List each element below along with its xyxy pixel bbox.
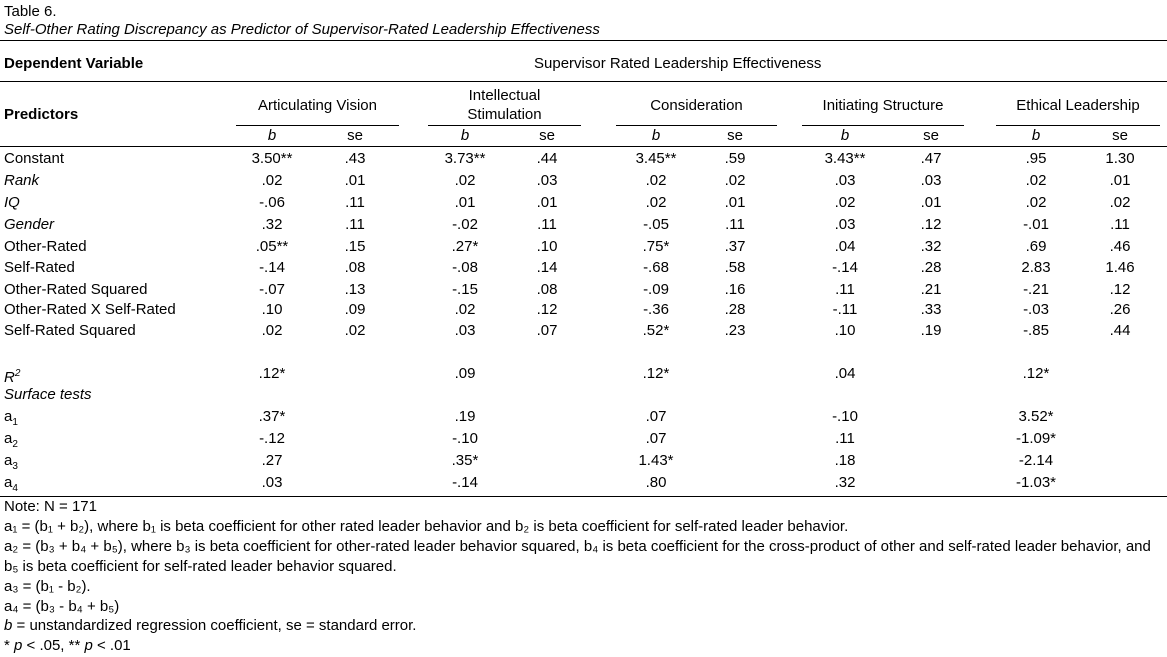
table-cell: .12 [536, 301, 558, 318]
table-cell: .37 [724, 238, 746, 255]
r2-value: .12* [1022, 365, 1050, 382]
group-header-line1: Intellectual [468, 87, 541, 104]
table-cell: .43 [344, 150, 366, 167]
surface-value: 3.52* [1018, 408, 1054, 425]
table-label: Table 6. [4, 3, 57, 20]
row-label: Other-Rated Squared [4, 281, 148, 298]
group-underline [802, 125, 964, 126]
group-header: Ethical Leadership [1016, 97, 1140, 114]
table-cell: .03 [920, 172, 942, 189]
group-underline [616, 125, 777, 126]
surface-value: -1.03* [1015, 474, 1057, 491]
surface-value: -1.09* [1015, 430, 1057, 447]
table-cell: -.02 [452, 216, 478, 233]
col-se-header: se [923, 127, 939, 144]
surface-value: -.10 [452, 430, 478, 447]
row-label: Self-Rated Squared [4, 322, 136, 339]
table-cell: 1.46 [1105, 259, 1135, 276]
col-b-header: b [267, 127, 277, 144]
note-n: Note: N = 171 [4, 498, 97, 515]
table-cell: .69 [1025, 238, 1047, 255]
col-se-header: se [347, 127, 363, 144]
table-cell: .02 [454, 172, 476, 189]
surface-value: .11 [835, 430, 855, 447]
note-a3: a₃ = (b₁ - b₂). [4, 578, 91, 595]
table-cell: .11 [725, 216, 745, 233]
table-cell: .10 [834, 322, 856, 339]
table-caption: Self-Other Rating Discrepancy as Predictor of Supervisor-Rated Leadership Effectiveness [4, 21, 600, 38]
table-cell: .09 [344, 301, 366, 318]
table-cell: -.85 [1023, 322, 1049, 339]
subheader-rule [0, 146, 1167, 147]
table-cell: .27* [451, 238, 479, 255]
table-cell: .01 [344, 172, 366, 189]
row-label: Self-Rated [4, 259, 75, 276]
table-cell: .02 [1025, 172, 1047, 189]
group-underline [236, 125, 399, 126]
table-cell: .01 [536, 194, 558, 211]
col-b-header: b [460, 127, 470, 144]
table-cell: .59 [724, 150, 746, 167]
surface-value: .07 [645, 430, 667, 447]
table-cell: 2.83 [1021, 259, 1051, 276]
surface-value: .35* [451, 452, 479, 469]
note-significance: * p < .05, ** p < .01 [4, 637, 131, 654]
r2-value: .12* [642, 365, 670, 382]
table-cell: .10 [536, 238, 558, 255]
table-cell: -.11 [832, 301, 858, 318]
table-cell: .32 [920, 238, 942, 255]
table-cell: .08 [344, 259, 366, 276]
surface-value: -.12 [259, 430, 285, 447]
table-cell: .03 [536, 172, 558, 189]
table-cell: .28 [724, 301, 746, 318]
table-cell: .02 [834, 194, 856, 211]
table-cell: .14 [536, 259, 558, 276]
table-cell: .11 [537, 216, 557, 233]
table-cell: .02 [724, 172, 746, 189]
col-se-header: se [727, 127, 743, 144]
table-cell: -.05 [643, 216, 669, 233]
table-cell: .02 [645, 194, 667, 211]
surface-row-label: $a_4$ [4, 474, 18, 494]
table-cell: .02 [1025, 194, 1047, 211]
table-cell: .21 [920, 281, 942, 298]
table-cell: .02 [261, 172, 283, 189]
table-cell: .04 [834, 238, 856, 255]
surface-value: -.14 [452, 474, 478, 491]
table-cell: .23 [724, 322, 746, 339]
surface-value: .37* [258, 408, 286, 425]
table-cell: -.07 [259, 281, 285, 298]
col-se-header: se [1112, 127, 1128, 144]
r2-label: $R^2$ [4, 368, 21, 386]
table-cell: .11 [835, 281, 855, 298]
table-cell: .19 [920, 322, 942, 339]
group-header: Articulating Vision [258, 97, 377, 114]
table-cell: .95 [1025, 150, 1047, 167]
header-rule [0, 81, 1167, 82]
table-cell: -.14 [259, 259, 285, 276]
group-header: Initiating Structure [822, 97, 944, 114]
table-cell: .46 [1109, 238, 1131, 255]
table-cell: .10 [261, 301, 283, 318]
table-cell: .16 [724, 281, 746, 298]
table-cell: 3.50** [251, 150, 293, 167]
table-cell: .08 [536, 281, 558, 298]
table-cell: -.15 [452, 281, 478, 298]
surface-value: .32 [834, 474, 856, 491]
row-label: Other-Rated [4, 238, 87, 255]
table-cell: 3.43** [824, 150, 866, 167]
table-cell: .03 [454, 322, 476, 339]
table-cell: .07 [536, 322, 558, 339]
table-cell: .15 [344, 238, 366, 255]
table-cell: .58 [724, 259, 746, 276]
surface-value: .03 [261, 474, 283, 491]
surface-value: .19 [454, 408, 476, 425]
surface-row-label: $a_1$ [4, 408, 18, 428]
table-cell: .33 [920, 301, 942, 318]
table-cell: -.21 [1023, 281, 1049, 298]
predictors-label: Predictors [4, 106, 79, 123]
table-cell: 3.45** [635, 150, 677, 167]
r2-value: .09 [454, 365, 476, 382]
table-cell: .01 [454, 194, 476, 211]
table-cell: .47 [920, 150, 942, 167]
note-b-definition: b = unstandardized regression coefficient, se = standard error. [4, 617, 417, 634]
table-cell: .75* [642, 238, 670, 255]
table-cell: .52* [642, 322, 670, 339]
table-cell: .03 [834, 216, 856, 233]
table-cell: .02 [454, 301, 476, 318]
table-cell: .44 [536, 150, 558, 167]
row-label: Gender [4, 216, 55, 233]
table-cell: .32 [261, 216, 283, 233]
table-cell: .03 [834, 172, 856, 189]
table-cell: .02 [1109, 194, 1131, 211]
table-cell: -.06 [259, 194, 285, 211]
dependent-variable-label: Dependent Variable [4, 55, 144, 72]
table-cell: -.68 [643, 259, 669, 276]
row-label: IQ [4, 194, 20, 211]
col-se-header: se [539, 127, 555, 144]
table-cell: -.03 [1023, 301, 1049, 318]
table-cell: .01 [920, 194, 942, 211]
table-cell: .12 [920, 216, 942, 233]
table-cell: .44 [1109, 322, 1131, 339]
top-rule [0, 40, 1167, 41]
group-header-line2: Stimulation [467, 106, 542, 123]
r2-value: .12* [258, 365, 286, 382]
row-label: Other-Rated X Self-Rated [4, 301, 176, 318]
surface-value: .27 [261, 452, 283, 469]
table-cell: .26 [1109, 301, 1131, 318]
group-header: Consideration [650, 97, 743, 114]
table-cell: .02 [645, 172, 667, 189]
table-cell: -.08 [452, 259, 478, 276]
row-label: Constant [4, 150, 65, 167]
table-cell: .02 [261, 322, 283, 339]
group-underline [428, 125, 581, 126]
surface-value: 1.43* [638, 452, 674, 469]
table-cell: .11 [1110, 216, 1130, 233]
surface-value: -2.14 [1018, 452, 1054, 469]
table-cell: -.14 [832, 259, 858, 276]
table-cell: -.01 [1023, 216, 1049, 233]
table-cell: .01 [1109, 172, 1131, 189]
dependent-variable-value: Supervisor Rated Leadership Effectiveness [534, 55, 822, 72]
table-cell: .11 [345, 194, 365, 211]
col-b-header: b [1031, 127, 1041, 144]
table-cell: .01 [724, 194, 746, 211]
group-underline [996, 125, 1160, 126]
surface-value: -.10 [832, 408, 858, 425]
col-b-header: b [840, 127, 850, 144]
note-a1: a₁ = (b₁ + b₂), where b₁ is beta coefficient for other rated leader behavior and b₂ is beta coefficient for self-rated leader behavior. [4, 518, 849, 535]
surface-value: .18 [834, 452, 856, 469]
surface-row-label: $a_3$ [4, 452, 18, 472]
note-a2: a₂ = (b₃ + b₄ + b₅), where b₃ is beta coefficient for other-rated leader behavior squared, b₄ is beta coefficient for the cross-product of other and self-rated leader behavior, and b₅ is beta coefficient for self-rated leader behavior squared. [4, 538, 1151, 575]
table-cell: .05** [255, 238, 289, 255]
r2-value: .04 [834, 365, 856, 382]
table-cell: .02 [344, 322, 366, 339]
table-cell: .12 [1109, 281, 1131, 298]
table-cell: -.36 [643, 301, 669, 318]
table-cell: .28 [920, 259, 942, 276]
table-cell: .13 [344, 281, 366, 298]
col-b-header: b [651, 127, 661, 144]
table-cell: 1.30 [1105, 150, 1135, 167]
note-a4: a₄ = (b₃ - b₄ + b₅) [4, 598, 120, 615]
table-cell: -.09 [643, 281, 669, 298]
table-cell: 3.73** [444, 150, 486, 167]
row-label: Rank [4, 172, 40, 189]
surface-value: .07 [645, 408, 667, 425]
table-cell: .11 [345, 216, 365, 233]
surface-value: .80 [645, 474, 667, 491]
surface-row-label: $a_2$ [4, 430, 18, 450]
surface-tests-label: Surface tests [4, 386, 92, 403]
